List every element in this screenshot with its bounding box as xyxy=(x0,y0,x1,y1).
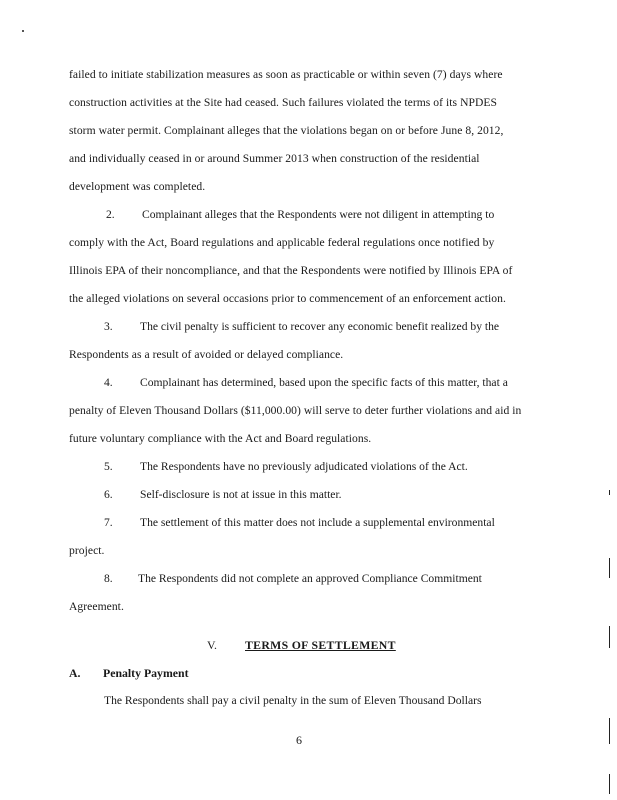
paragraph-number: 4. xyxy=(104,376,113,389)
margin-mark xyxy=(609,558,610,578)
body-line: Respondents as a result of avoided or delayed compliance. xyxy=(69,348,344,361)
paragraph-first-line: The Respondents did not complete an approved Compliance Commitment xyxy=(138,572,482,585)
body-line: future voluntary compliance with the Act and Board regulations. xyxy=(69,432,372,445)
body-line: construction activities at the Site had ceased. Such failures violated the terms of its NPDES xyxy=(69,96,498,109)
body-line: the alleged violations on several occasions prior to commencement of an enforcement action. xyxy=(69,292,506,305)
margin-mark xyxy=(609,490,610,495)
paragraph-number: 7. xyxy=(104,516,113,529)
paragraph-first-line: Self-disclosure is not at issue in this matter. xyxy=(140,488,342,501)
body-line: penalty of Eleven Thousand Dollars ($11,000.00) will serve to deter further violations and aid in xyxy=(69,404,522,417)
final-line: The Respondents shall pay a civil penalty in the sum of Eleven Thousand Dollars xyxy=(104,694,482,707)
margin-mark xyxy=(609,774,610,794)
body-line: and individually ceased in or around Summer 2013 when construction of the residential xyxy=(69,152,480,165)
body-line: storm water permit. Complainant alleges that the violations began on or before June 8, 2012, xyxy=(69,124,504,137)
body-line: failed to initiate stabilization measures as soon as practicable or within seven (7) days where xyxy=(69,68,503,81)
subsection-title: Penalty Payment xyxy=(103,666,189,680)
paragraph-number: 5. xyxy=(104,460,113,473)
paragraph-number: 3. xyxy=(104,320,113,333)
paragraph-first-line: The civil penalty is sufficient to recover any economic benefit realized by the xyxy=(140,320,500,333)
paragraph-number: 6. xyxy=(104,488,113,501)
body-line: project. xyxy=(69,544,105,557)
page-number: 6 xyxy=(296,733,302,747)
subsection-letter: A. xyxy=(69,666,81,680)
margin-mark xyxy=(609,718,610,744)
body-line: comply with the Act, Board regulations and applicable federal regulations once notified by xyxy=(69,236,495,249)
body-line: Agreement. xyxy=(69,600,124,613)
section-number: V. xyxy=(207,638,217,652)
margin-mark xyxy=(609,626,610,648)
paragraph-first-line: Complainant has determined, based upon the specific facts of this matter, that a xyxy=(140,376,508,389)
paragraph-first-line: The settlement of this matter does not include a supplemental environmental xyxy=(140,516,495,529)
body-line: development was completed. xyxy=(69,180,206,193)
paragraph-first-line: Complainant alleges that the Respondents were not diligent in attempting to xyxy=(142,208,495,221)
scan-speck xyxy=(22,30,24,32)
paragraph-number: 8. xyxy=(104,572,113,585)
body-line: Illinois EPA of their noncompliance, and that the Respondents were notified by Illinois EPA of xyxy=(69,264,513,277)
paragraph-first-line: The Respondents have no previously adjudicated violations of the Act. xyxy=(140,460,468,473)
section-title: TERMS OF SETTLEMENT xyxy=(245,638,396,652)
paragraph-number: 2. xyxy=(106,208,115,221)
